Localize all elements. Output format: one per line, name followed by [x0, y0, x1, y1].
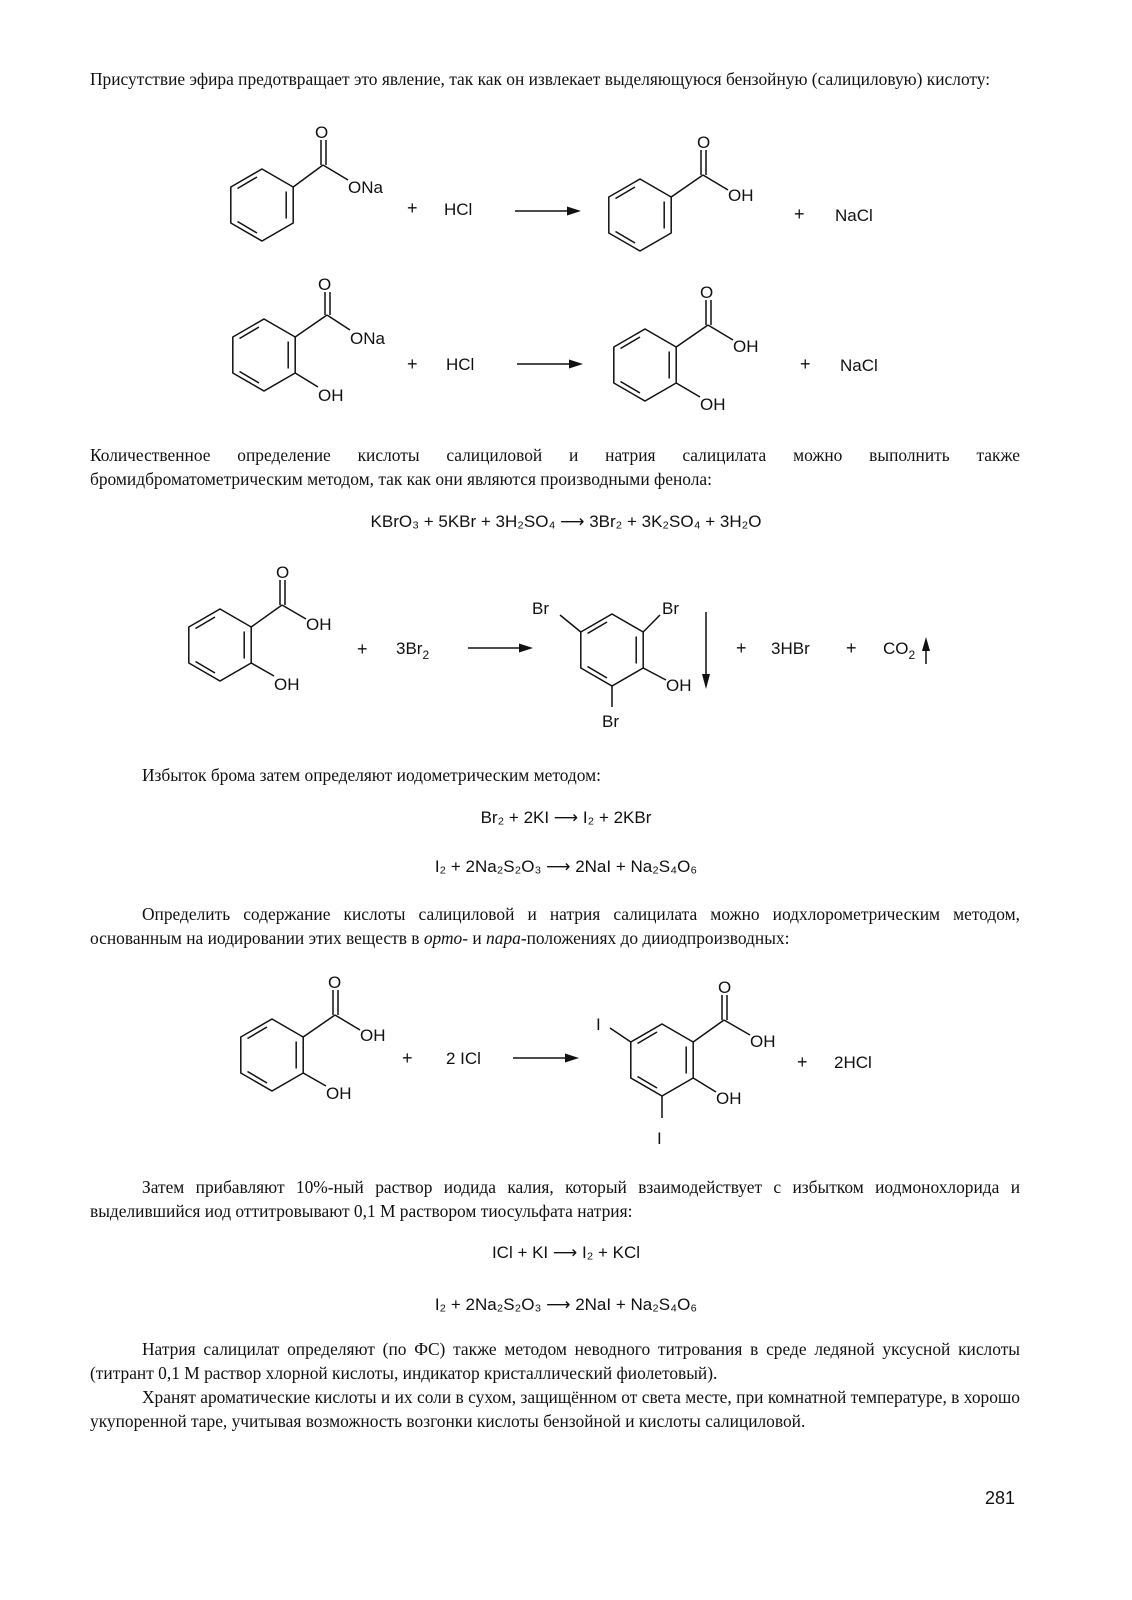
bond-line: [671, 175, 703, 197]
bond-line: [693, 1020, 724, 1042]
chem-label: NaCl: [835, 206, 873, 225]
bond-line: [703, 175, 728, 190]
chem-label: O: [700, 283, 714, 302]
benzene-ring: [231, 169, 293, 241]
paragraph-nonaqueous: Натрия салицилат определяют (по ФС) также методом неводного титрования в среде ледяной уксусной кислоты (титрант 0,1 М раствор хлорной кислоты, индикатор кристаллический фиолетовый).: [90, 1339, 1020, 1383]
chem-label: OH: [306, 615, 332, 634]
reaction-bromination: [189, 563, 930, 731]
bond-line: [565, 1054, 579, 1063]
reaction-arrow: [513, 1054, 579, 1063]
reaction-salicylate: [233, 275, 878, 414]
salicylic-acid-structure: [241, 973, 386, 1103]
chem-label: 3HBr: [771, 639, 810, 658]
bond-line: [922, 637, 930, 651]
equation-br2-ki: Br₂ + 2KI ⟶ I₂ + 2KBr: [480, 808, 652, 827]
chem-label: O: [718, 978, 732, 997]
reaction-arrow: [468, 644, 533, 653]
paragraph-iodometry: Избыток брома затем определяют иодометрическим методом:: [142, 765, 601, 785]
chem-label: Br: [532, 599, 549, 618]
benzene-ring: [631, 1024, 693, 1096]
chem-label: O: [318, 275, 332, 294]
chem-label: 2HCl: [834, 1053, 872, 1072]
chem-label: +: [357, 639, 368, 659]
chem-label: +: [402, 1048, 413, 1068]
chem-label: I: [596, 1015, 601, 1034]
chem-label: +: [407, 354, 418, 374]
bond-line: [724, 1020, 750, 1035]
equation-thiosulfate-2: I₂ + 2Na₂S₂O₃ ⟶ 2NaI + Na₂S₄O₆: [434, 1295, 698, 1314]
chem-label: OH: [318, 386, 344, 405]
equation-bromate: KBrO₃ + 5KBr + 3H₂SO₄ ⟶ 3Br₂ + 3K₂SO₄ + 3H₂O: [370, 512, 762, 531]
bond-line: [327, 315, 350, 330]
chem-label: +: [794, 204, 805, 224]
chem-label: O: [697, 133, 711, 152]
bond-line: [295, 373, 318, 387]
bond-line: [519, 644, 533, 653]
chem-label: O: [328, 973, 342, 992]
gas-arrow: [922, 637, 930, 664]
benzene-ring: [581, 614, 643, 686]
chem-label: OH: [733, 337, 759, 356]
benzene-ring: [189, 609, 251, 681]
chem-label: 2 ICl: [446, 1049, 481, 1068]
bond-line: [643, 668, 666, 680]
chem-label: +: [736, 638, 747, 658]
reaction-iodination: [241, 973, 872, 1148]
bond-line: [569, 360, 583, 369]
chem-label: OH: [750, 1032, 776, 1051]
bond-line: [303, 1015, 335, 1037]
paragraph-intro: Присутствие эфира предотвращает это явление, так как он извлекает выделяющуюся бензойную (салициловую) кислоту:: [90, 69, 991, 89]
bond-line: [251, 605, 282, 627]
bond-line: [560, 615, 581, 632]
chem-label: ONa: [350, 329, 385, 348]
reaction-benzoate: [231, 123, 873, 251]
paragraph-titration: Затем прибавляют 10%-ный раствор иодида калия, который взаимодействует с избытком иодмонохлорида и выделившийся иод оттитровывают 0,1 М раствором тиосульфата натрия:: [90, 1177, 1020, 1221]
bond-line: [335, 1015, 360, 1030]
chem-label: +: [407, 198, 418, 218]
bond-line: [676, 325, 708, 347]
equation-icl-ki: ICl + KI ⟶ I₂ + KCl: [491, 1243, 641, 1262]
chem-label: OH: [274, 675, 300, 694]
bond-line: [708, 325, 733, 340]
bond-line: [251, 663, 274, 676]
benzene-ring: [233, 319, 295, 391]
salicylic-acid-structure: [189, 563, 332, 694]
chem-label: OH: [360, 1026, 386, 1045]
bond-line: [676, 383, 700, 397]
sodium-benzoate-structure: [231, 123, 384, 241]
chem-label: O: [315, 123, 329, 142]
chem-label: OH: [728, 186, 754, 205]
benzene-ring: [241, 1019, 303, 1091]
bond-line: [610, 1028, 631, 1042]
chem-label: NaCl: [840, 356, 878, 375]
chem-label: +: [846, 638, 857, 658]
bond-line: [702, 674, 710, 689]
chem-label: I: [657, 1129, 662, 1148]
tribromophenol-structure: [532, 599, 692, 731]
paragraph-iodochlorometry: Определить содержание кислоты салициловой и натрия салицилата можно иодхлорометрическим методом, основанным на иодировании этих веществ в орто- и пара-положениях до дииодпроизводных:: [90, 904, 1020, 948]
chem-label: O: [276, 563, 290, 582]
reaction-arrow: [517, 360, 583, 369]
chem-label: OH: [666, 676, 692, 695]
bond-line: [643, 615, 660, 632]
bond-line: [693, 1078, 716, 1092]
sodium-salicylate-structure: [233, 275, 386, 405]
diiodosalicylic-acid-structure: [596, 978, 776, 1148]
paragraph-bromatometry: Количественное определение кислоты салициловой и натрия салицилата можно выполнить также бромидброматометрическим методом, так как они являются производными фенола:: [90, 445, 1020, 489]
paragraph-storage: Хранят ароматические кислоты и их соли в сухом, защищённом от света месте, при комнатной температуре, в хорошо укупоренной таре, учитывая возможность возгонки кислоты бензойной и кислоты салициловой.: [90, 1387, 1020, 1431]
benzoic-acid-structure: [609, 133, 754, 251]
chem-label: +: [800, 354, 811, 374]
benzene-ring: [609, 179, 671, 251]
chem-label: OH: [700, 395, 726, 414]
reaction-arrow: [515, 207, 581, 216]
chem-label: HCl: [446, 355, 475, 374]
bond-line: [293, 165, 323, 187]
chem-label: HCl: [444, 200, 473, 219]
chem-label: OH: [716, 1089, 742, 1108]
chem-label: Br: [602, 712, 619, 731]
chem-label: OH: [326, 1084, 352, 1103]
bond-line: [323, 165, 348, 180]
equation-thiosulfate-1: I₂ + 2Na₂S₂O₃ ⟶ 2NaI + Na₂S₄O₆: [434, 857, 698, 876]
chem-label: $3Br_2$: [396, 639, 430, 662]
bond-line: [282, 605, 306, 619]
chem-label: +: [797, 1052, 808, 1072]
chem-label: Br: [662, 599, 679, 618]
precipitate-arrow: [702, 612, 710, 689]
bond-line: [567, 207, 581, 216]
chem-label: $CO_2$: [883, 639, 916, 662]
page-number: 281: [985, 1488, 1016, 1508]
chem-label: ONa: [348, 178, 383, 197]
bond-line: [303, 1073, 326, 1086]
salicylic-acid-structure: [614, 283, 759, 414]
benzene-ring: [614, 329, 676, 401]
bond-line: [295, 315, 327, 337]
